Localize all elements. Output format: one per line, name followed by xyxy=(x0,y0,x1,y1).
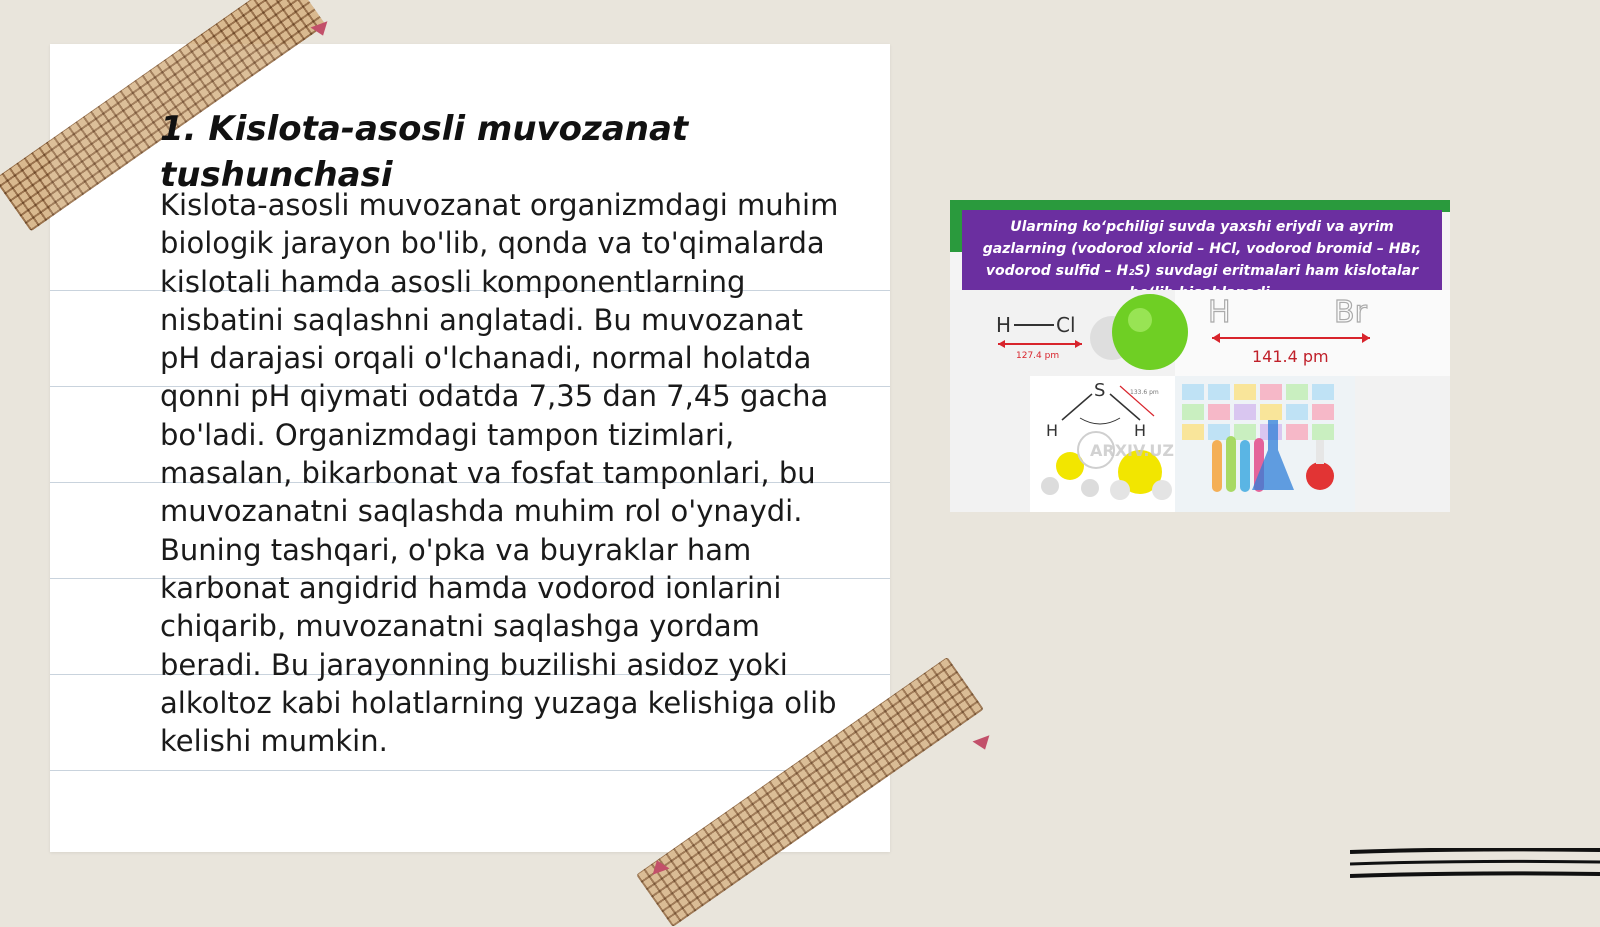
paper-rule xyxy=(50,770,890,771)
hcl-h-label: H xyxy=(996,313,1012,337)
flask-red xyxy=(1306,462,1334,490)
h2s-h2-label: H xyxy=(1134,421,1147,440)
watermark-text: ARXIV.UZ xyxy=(1090,441,1174,460)
h2s-bond-length: 133.6 pm xyxy=(1130,389,1159,396)
chemistry-illustration xyxy=(950,200,1450,512)
pin-marker xyxy=(972,735,993,752)
decorative-stripes xyxy=(1350,848,1600,888)
hbr-h-label: H xyxy=(1208,295,1231,330)
h2s-s-label: S xyxy=(1094,380,1106,401)
slide-body-text: Kislota-asosli muvozanat organizmdagi muhim biologik jarayon bo'lib, qonda va to'qimalarda kislotali hamda asosli komponentlarning nisbatini saqlashni anglatadi. Bu muvozanat pH darajasi orqali o'lchanadi, normal holatda qonni pH qiymati odatda 7,35 dan 7,45 gacha bo'ladi. Organizmdagi tampon tizimlari, masalan, bikarbonat va fosfat tamponlari, bu muvozanatni saqlashda muhim rol o'ynaydi. Buning tashqari, o'pka va buyraklar ham karbonat angidrid hamda vodorod ionlarini chiqarib, muvozanatni saqlashga yordam beradi. Bu jarayonning buzilishi asidoz yoki alkoltoz kabi holatlarning yuzaga kelishiga olib kelishi mumkin. xyxy=(160,188,839,759)
chlorine-atom-sphere xyxy=(1112,294,1188,370)
hcl-cl-label: Cl xyxy=(1056,313,1076,337)
hbr-bond-length: 141.4 pm xyxy=(1252,347,1329,366)
h2s-h1-label: H xyxy=(1046,421,1059,440)
slide-title: 1. Kislota-asosli muvozanat tushunchasi xyxy=(160,109,689,195)
hbr-br-label: Br xyxy=(1334,295,1367,330)
figure-caption: Ularning ko‘pchiligi suvda yaxshi eriydi va ayrim gazlarning (vodorod xlorid – HCl, vodorod bromid – HBr, vodorod sulfid – H₂S) suvdagi eritmalari ham kislotalar xyxy=(962,210,1442,290)
figure-accent-corner xyxy=(950,200,962,252)
molecule-diagram xyxy=(950,290,1450,512)
hcl-bond-length: 127.4 pm xyxy=(1016,351,1060,361)
